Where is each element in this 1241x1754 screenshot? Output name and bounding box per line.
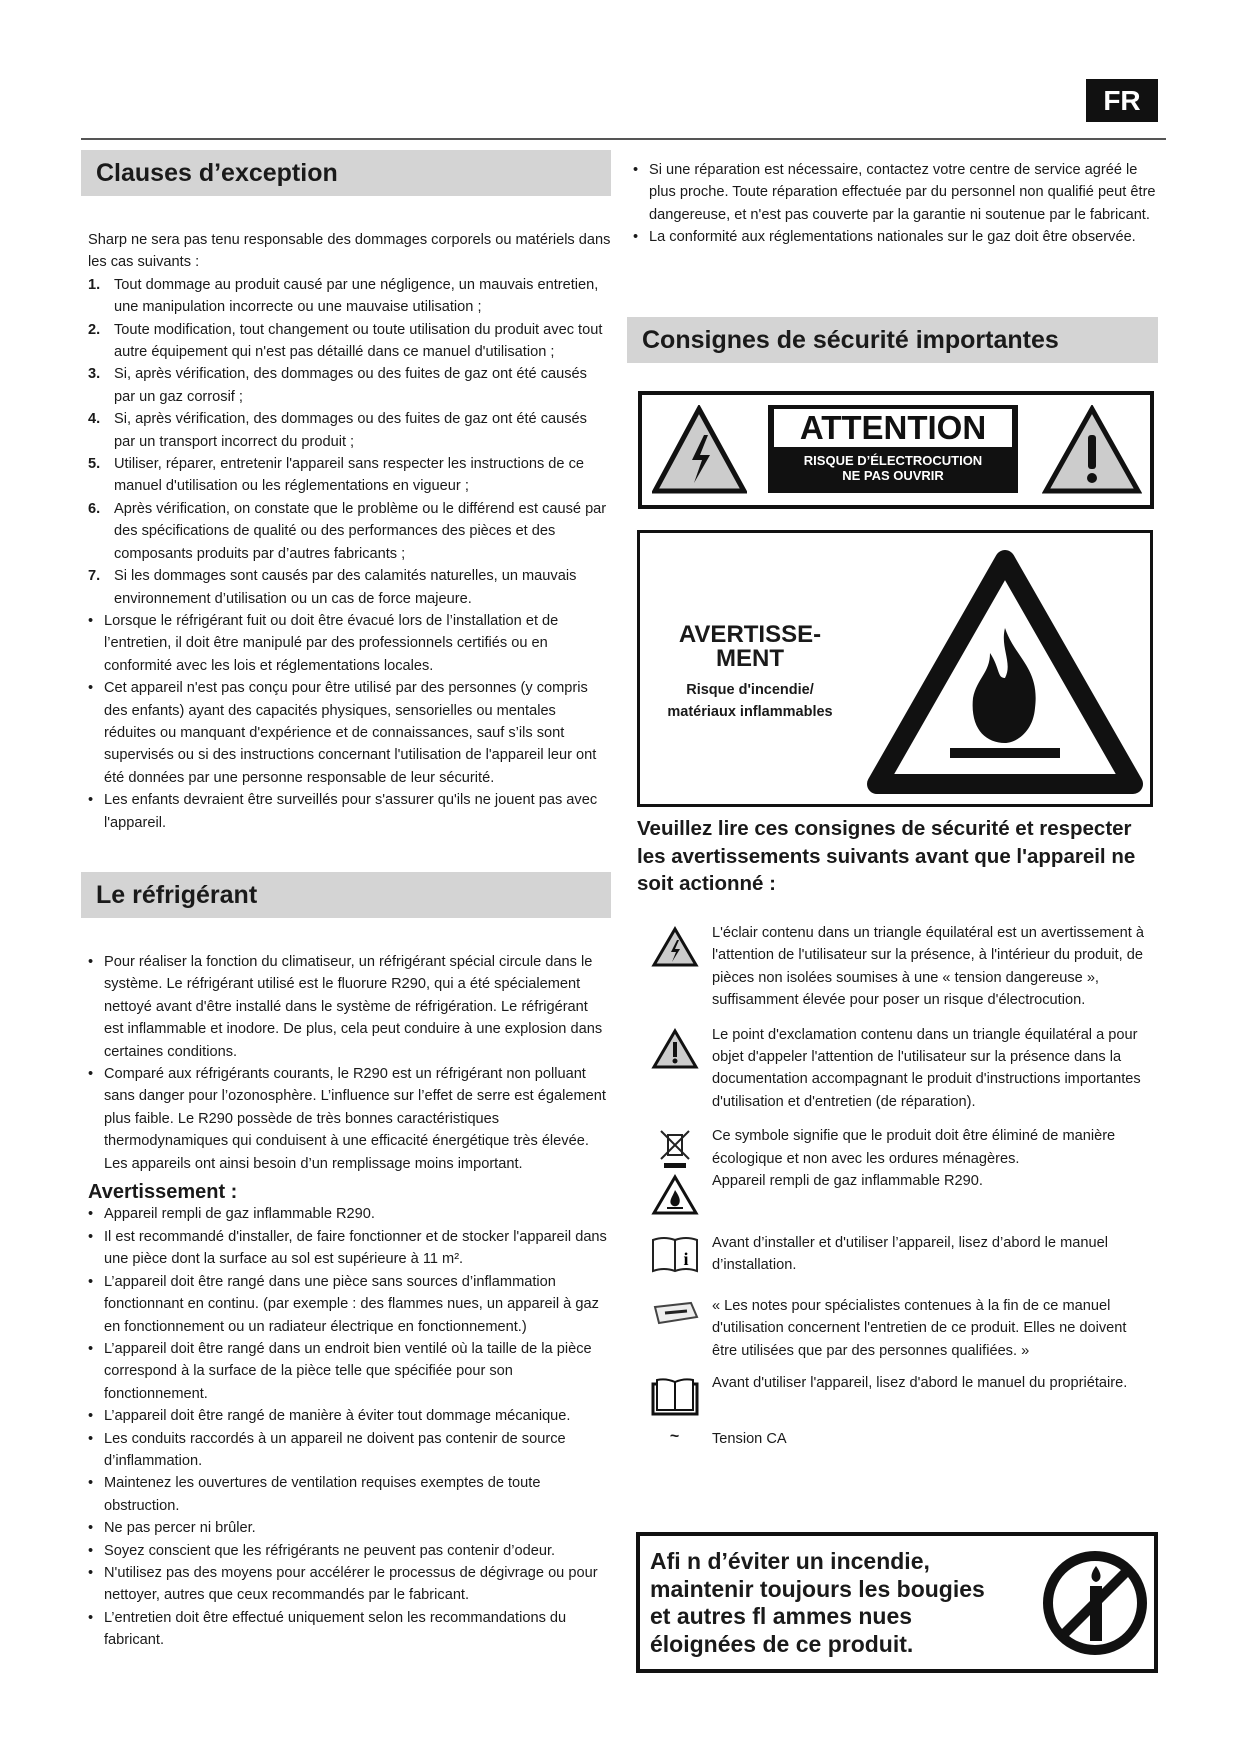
list-item-text: L’entretien doit être effectué uniquement selon les recommandations du fabricant. [104,1609,567,1649]
list-item-text: Soyez conscient que les réfrigérants ne peuvent pas contenir d’odeur. [104,1542,556,1559]
list-item [88,951,611,1063]
bullet-icon: • [88,1206,94,1223]
symbol-description: Appareil rempli de gaz inflammable R290. [712,1173,983,1190]
bullet-icon: • [88,1520,94,1537]
lightning-triangle-icon [652,405,747,495]
read-instructions-heading: Veuillez lire ces consignes de sécurité et respecter les avertissements suivants avant que l'appareil ne soit actionné : [637,817,1136,895]
item-number: 3. [88,366,101,383]
symbol-item [637,1170,1157,1216]
symbol-item [637,1125,1157,1170]
list-item [88,1472,611,1517]
list-item [88,1338,611,1405]
list-item-text: Les conduits raccordés à un appareil ne doivent pas contenir de source d’inflammation. [104,1430,566,1469]
list-item [88,1517,611,1539]
symbol-item [637,1024,1157,1114]
list-item-text: Toute modification, tout changement ou toute utilisation du produit avec tout autre équipement qui n'est pas détaillé dans ce manuel d'utilisation ; [114,321,603,361]
list-item-text: L’appareil doit être rangé de manière à éviter tout dommage mécanique. [104,1408,571,1425]
warning-line-2: matériaux inflammables [667,704,833,720]
symbol-description: « Les notes pour spécialistes contenues à la fin de ce manuel d'utilisation concernent l'entretien de ce produit. Elles ne doivent être utilisées que par des personnes qualifiées. » [712,1297,1127,1359]
symbol-item [637,1372,1157,1416]
candle-warning-box [636,1532,1158,1673]
list-item [88,1428,611,1473]
list-item [88,274,611,319]
symbol-item [637,1232,1157,1277]
list-item [88,1203,611,1225]
list-item-text: Après vérification, on constate que le problème ou le différend est causé par des spécifications de qualité ou des performances des pièces et des composants produits par d’autres fabricants ; [114,500,607,562]
no-open-flame-icon [1040,1548,1150,1658]
bullet-icon: • [88,1430,94,1447]
list-item [88,1405,611,1427]
list-item-text: L’appareil doit être rangé dans un endroit bien ventilé où la taille de la pièce correspond à la surface de la pièce telle que spécifiée pour son fonctionnement. [104,1340,592,1402]
symbol-item [637,1295,1157,1362]
attention-title: ATTENTION [774,409,1012,447]
list-item-text: Comparé aux réfrigérants courants, le R290 est un réfrigérant non polluant sans danger pour l’ozonosphère. L’influence sur l’effet de serre est également plus faible. Le R290 possède de très bonnes caractéristiques thermodynamiques qui conduisent à une efficacité énergétique très élevée. Les appareils ont ainsi besoin d’un remplissage moins important. [104,1066,606,1172]
bullet-icon: • [88,954,94,970]
info-manual-icon [637,1232,712,1274]
warning-line-1: Risque d'incendie/ [686,682,814,698]
list-item-text: Cet appareil n'est pas conçu pour être utilisé par des personnes (y compris des enfants) ayant des capacités physiques, sensorielles ou mentales réduites ou manquant d'expérience et de connaissances, sauf s’ils sont supervisés ou si des instructions concernant l'utilisation de l'appareil leur ont été données par une personne responsable de leur sécurité. [104,680,597,786]
section-title-refrigerant: Le réfrigérant [81,872,611,918]
symbol-description: Le point d'exclamation contenu dans un triangle équilatéral a pour objet d'appeler l'attention de l'utilisateur sur la présence dans la documentation accompagnant le produit d'instructions importantes d'utilisation et d'entretien (de réparation). [712,1026,1141,1110]
list-item-text: Les enfants devraient être surveillés pour s'assurer qu'ils ne jouent pas avec l'appareil. [104,792,598,831]
bullet-icon: • [88,612,94,629]
list-item-text: Si les dommages sont causés par des calamités naturelles, un mauvais environnement d’utilisation ou un cas de force majeure. [114,568,577,607]
list-item-text: Utiliser, réparer, entretenir l'appareil sans respecter les instructions de ce manuel d'utilisation ou les réglementations en vigueur ; [114,456,585,495]
list-item [88,453,611,498]
bullet-icon: • [88,1542,94,1559]
attention-line1: RISQUE D’ÉLECTROCUTION [803,453,983,468]
list-item [88,319,611,364]
list-item-text: Si, après vérification, des dommages ou des fuites de gaz ont été causés par un gaz corrosif ; [114,366,587,405]
service-manual-icon [637,1295,712,1327]
item-number: 7. [88,568,101,585]
warning-title-1: AVERTISSE- [678,621,822,648]
clauses-intro: Sharp ne sera pas tenu responsable des dommages corporels ou matériels dans les cas suivants : [88,232,611,271]
list-item [88,1271,611,1338]
list-item-text: Maintenez les ouvertures de ventilation requises exemptes de toute obstruction. [104,1475,541,1514]
bullet-icon: • [88,1228,94,1245]
list-item-text: Ne pas percer ni brûler. [104,1520,256,1537]
list-item-text: Pour réaliser la fonction du climatiseur, un réfrigérant spécial circule dans le système. Le réfrigérant utilisé est le fluorure R290, qui a été spécialement nettoyé avant d'être installé dans le système de réfrigération. Le réfrigérant est inflammable et inodore. De plus, cela peut conduire à une explosion dans certaines conditions. [104,954,603,1060]
list-item [633,226,1158,248]
item-number: 1. [88,276,101,293]
crossed-bin-icon [637,1125,712,1169]
bullet-icon: • [88,1340,94,1357]
symbol-item [637,1428,1157,1450]
list-item [88,565,611,610]
bullet-icon: • [633,229,639,246]
list-item-text: N'utilisez pas des moyens pour accélérer le processus de dégivrage ou pour nettoyer, autres que ceux recommandés par le fabricant. [104,1564,598,1604]
item-number: 2. [88,321,101,338]
symbol-description: Avant d’installer et d'utiliser l’appareil, lisez d’abord le manuel d’installation. [712,1235,1108,1274]
bullet-icon: • [88,1564,94,1581]
section-title-safety: Consignes de sécurité importantes [627,317,1158,363]
item-number: 4. [88,411,101,428]
bullet-icon: • [88,1609,94,1626]
list-item [88,1226,611,1271]
list-item-text: Si, après vérification, des dommages ou des fuites de gaz ont été causés par un transport incorrect du produit ; [114,411,587,450]
right-bullets [633,159,1158,249]
symbol-description: Ce symbole signifie que le produit doit être éliminé de manière écologique et non avec les ordures ménagères. [712,1128,1116,1167]
attention-label [638,391,1154,509]
list-item [633,159,1158,226]
bullet-icon: • [88,1475,94,1492]
language-badge: FR [1086,79,1158,122]
bullet-icon: • [88,1408,94,1425]
list-item [88,363,611,408]
left-column-refrigerant [81,872,611,1652]
list-item [88,498,611,565]
list-item [88,789,611,834]
list-item [88,1063,611,1175]
bullet-icon: • [633,162,639,178]
fire-warning-label [637,530,1153,807]
warning-title-2: MENT [716,645,784,672]
item-number: 5. [88,456,101,473]
list-item-text: L’appareil doit être rangé dans une pièce sans sources d’inflammation fonctionnant en continu. (par exemple : des flammes nues, un appareil à gaz en fonctionnement ou un radiateur électrique en fonctionnement.) [104,1273,599,1335]
symbol-item [637,922,1157,1012]
exclamation-triangle-icon [1042,405,1142,495]
symbol-description: L'éclair contenu dans un triangle équilatéral est un avertissement à l'attention de l'utilisateur sur la présence, à l'intérieur du produit, de pièces non isolées soumises à une « tension dangereuse », suffisamment élevée pour poser un risque d'électrocution. [712,925,1144,1009]
owner-manual-icon [637,1372,712,1416]
section-title-clauses: Clauses d’exception [81,150,611,196]
lightning-triangle-icon [637,922,712,968]
symbol-description: Tension CA [712,1431,787,1448]
list-item [88,677,611,789]
exclamation-triangle-icon [637,1024,712,1070]
list-item-text: Lorsque le réfrigérant fuit ou doit être évacué lors de l’installation et de l’entretien, il doit être manipulé par des professionnels certifiés ou en conformité avec les lois et réglementations locales. [104,612,559,674]
list-item [88,1607,611,1652]
list-item [88,1562,611,1607]
warning-heading: Avertissement : [88,1181,238,1204]
ac-tilde-icon: ~ [669,1428,680,1446]
list-item-text: Il est recommandé d'installer, de faire fonctionner et de stocker l'appareil dans une pièce dont la surface au sol est supérieure à 11 m². [104,1228,607,1268]
list-item-text: Si une réparation est nécessaire, contactez votre centre de service agréé le plus proche. Toute réparation effectuée par du personnel non qualifié peut être dangereuse, et n'est pas couverte par la garantie ni soutenue par le fabricant. [649,162,1156,223]
divider [81,138,1166,140]
list-item [88,408,611,453]
flammable-triangle-icon [637,1170,712,1216]
attention-line2: NE PAS OUVRIR [842,468,944,483]
list-item-text: La conformité aux réglementations nationales sur le gaz doit être observée. [649,229,1136,246]
bullet-icon: • [88,792,94,809]
symbol-list [637,922,1157,1451]
item-number: 6. [88,500,101,517]
list-item-text: Appareil rempli de gaz inflammable R290. [104,1206,375,1223]
candle-warning-text: Afi n d’éviter un incendie, maintenir toujours les bougies et autres fl ammes nues éloignées de ce produit. [650,1548,985,1657]
flame-triangle-icon [865,548,1145,798]
svg-text:i: i [682,1249,689,1270]
left-column [81,150,611,834]
symbol-description: Avant d'utiliser l'appareil, lisez d'abord le manuel du propriétaire. [712,1375,1128,1392]
bullet-icon: • [88,1273,94,1290]
list-item-text: Tout dommage au produit causé par une négligence, un mauvais entretien, une manipulation incorrecte ou une mauvaise utilisation ; [114,276,599,316]
bullet-icon: • [88,1066,94,1083]
bullet-icon: • [88,680,94,697]
list-item [88,610,611,677]
list-item [88,1540,611,1562]
